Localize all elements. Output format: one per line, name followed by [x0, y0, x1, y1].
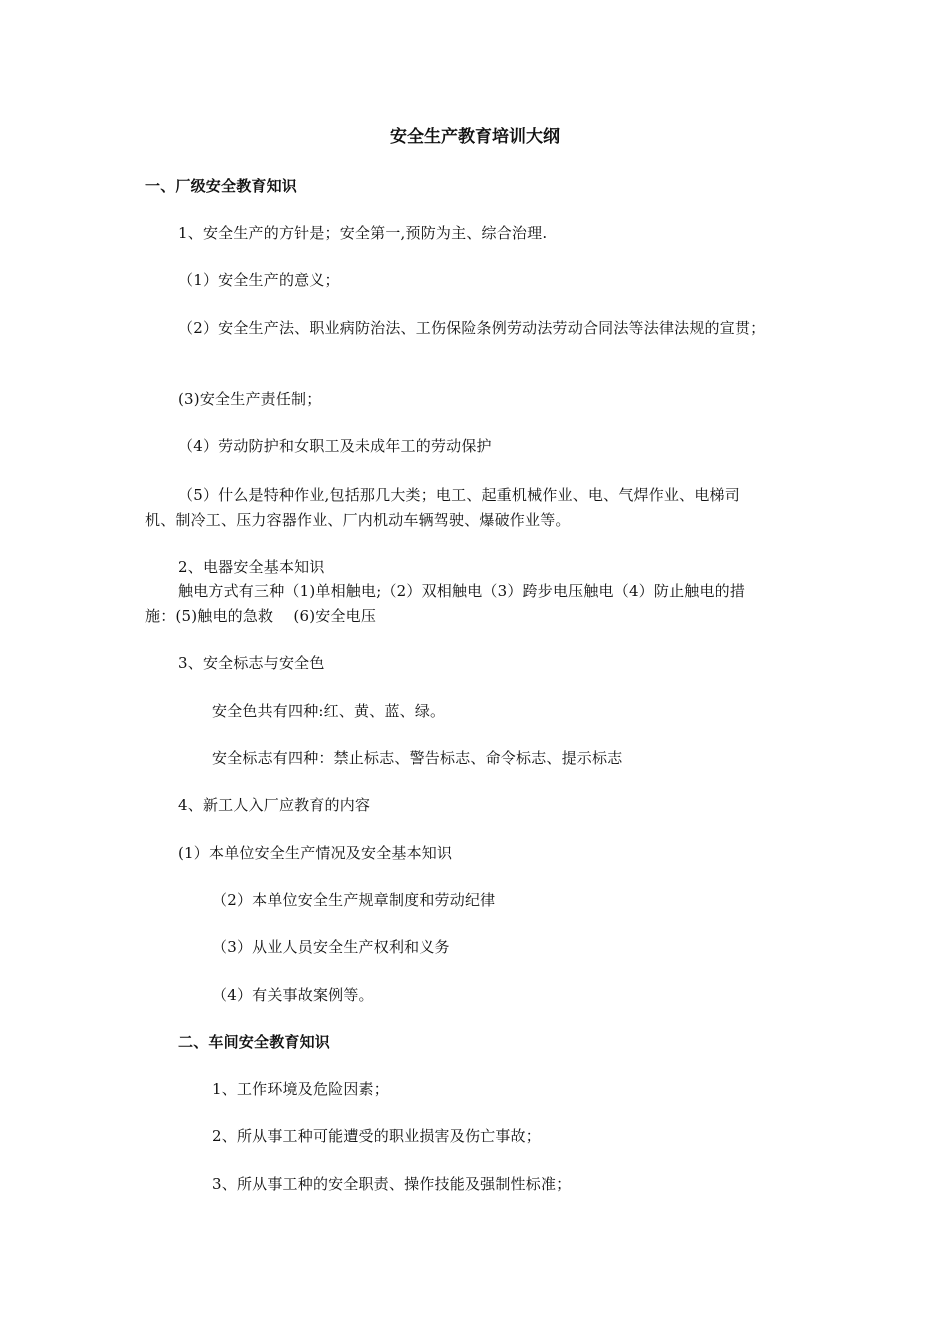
- paragraph-electric-shock-line2: 施：(5)触电的急救 (6)安全电压: [145, 607, 377, 625]
- list-item-work-environment: 1、工作环境及危险因素；: [212, 1080, 389, 1098]
- paragraph-safety-policy: 1、安全生产的方针是；安全第一,预防为主、综合治理.: [178, 224, 548, 242]
- list-item-unit-safety: (1）本单位安全生产情况及安全基本知识: [178, 844, 453, 862]
- document-title: 安全生产教育培训大纲: [390, 127, 560, 147]
- list-item-significance: （1）安全生产的意义；: [178, 271, 340, 289]
- list-item-rights-duties: （3）从业人员安全生产权利和义务: [212, 938, 450, 956]
- list-item-safety-duties: 3、所从事工种的安全职责、操作技能及强制性标准；: [212, 1175, 572, 1193]
- list-item-special-operations-line1: （5）什么是特种作业,包括那几大类；电工、起重机械作业、电、气焊作业、电梯司: [178, 486, 740, 504]
- list-item-accident-cases: （4）有关事故案例等。: [212, 986, 374, 1004]
- paragraph-safety-signs: 安全标志有四种：禁止标志、警告标志、命令标志、提示标志: [212, 749, 623, 767]
- list-item-laws: （2）安全生产法、职业病防治法、工伤保险条例劳动法劳动合同法等法律法规的宣贯；: [178, 319, 766, 337]
- list-item-occupational-hazards: 2、所从事工种可能遭受的职业损害及伤亡事故；: [212, 1127, 541, 1145]
- subheading-safety-signs: 3、安全标志与安全色: [178, 654, 325, 672]
- section-heading-2: 二、车间安全教育知识: [178, 1033, 331, 1051]
- list-item-responsibility: (3)安全生产责任制；: [178, 390, 322, 408]
- paragraph-electric-shock-line1: 触电方式有三种（1)单相触电;（2）双相触电（3）跨步电压触电（4）防止触电的措: [178, 582, 746, 600]
- list-item-labor-protection: （4）劳动防护和女职工及未成年工的劳动保护: [178, 437, 492, 455]
- paragraph-safety-colors: 安全色共有四种:红、黄、蓝、绿。: [212, 702, 446, 720]
- subheading-electrical-safety: 2、电器安全基本知识: [178, 558, 325, 576]
- section-heading-1: 一、厂级安全教育知识: [145, 177, 298, 195]
- subheading-new-worker-education: 4、新工人入厂应教育的内容: [178, 796, 371, 814]
- list-item-special-operations-line2: 机、制冷工、压力容器作业、厂内机动车辆驾驶、爆破作业等。: [145, 511, 571, 529]
- list-item-rules-discipline: （2）本单位安全生产规章制度和劳动纪律: [212, 891, 496, 909]
